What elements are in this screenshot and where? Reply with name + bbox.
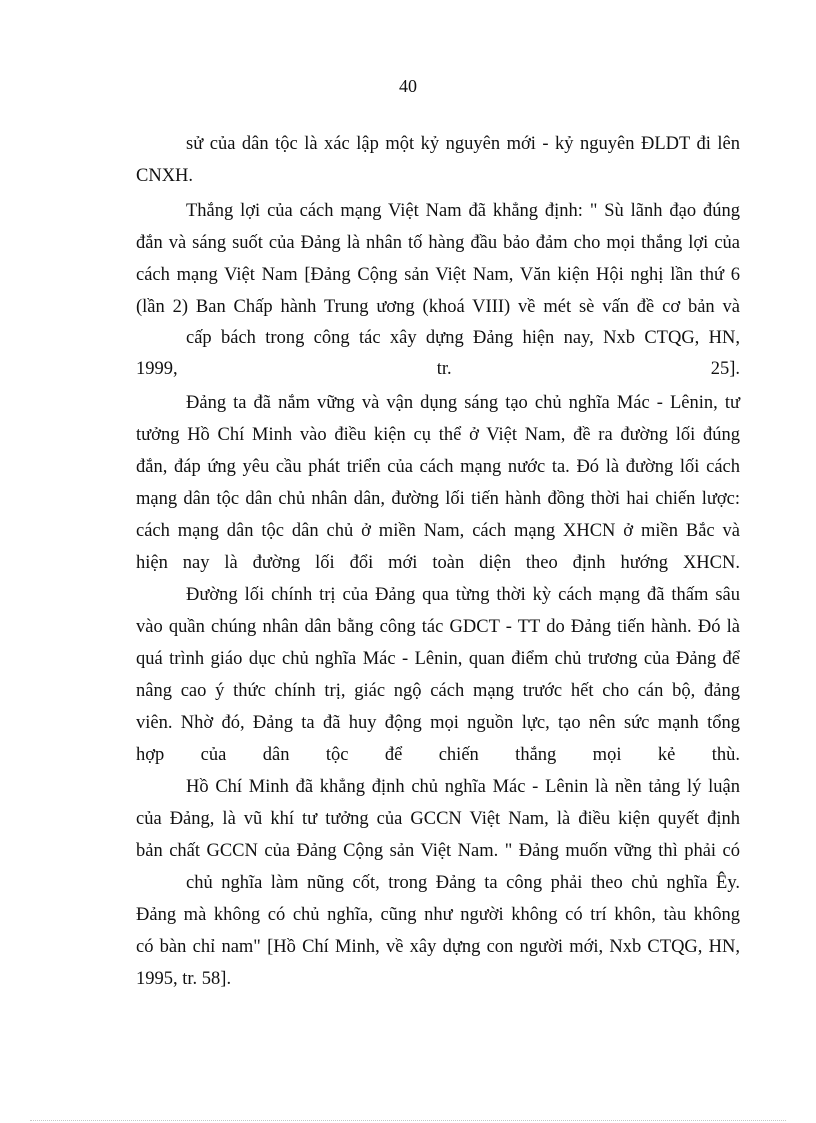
text-line: hợp của dân tộc để chiến thắng mọi kẻ thù. (136, 745, 740, 765)
text-line: Đảng ta đã nắm vững và vận dụng sáng tạo chủ nghĩa Mác - Lênin, tư (186, 393, 740, 413)
text-line: CNXH. (136, 166, 194, 186)
text-line: vào quần chúng nhân dân bằng công tác GDCT - TT do Đảng tiến hành. Đó là (136, 617, 740, 637)
text-line: cách mạng Việt Nam [Đảng Cộng sản Việt Nam, Văn kiện Hội nghị lần thứ 6 (136, 265, 740, 285)
text-line: tưởng Hồ Chí Minh vào điều kiện cụ thể ở Việt Nam, đề ra đường lối đúng (136, 425, 740, 445)
page-bottom-divider (30, 1120, 786, 1121)
text-line: hiện nay là đường lối đổi mới toàn diện theo định hướng XHCN. (136, 553, 740, 573)
text-line: sử của dân tộc là xác lập một kỷ nguyên mới - kỷ nguyên ĐLDT đi lên (186, 134, 740, 154)
text-line: Thắng lợi của cách mạng Việt Nam đã khẳng định: " Sù lãnh đạo đúng (186, 201, 740, 221)
text-line: viên. Nhờ đó, Đảng ta đã huy động mọi nguồn lực, tạo nên sức mạnh tổng (136, 713, 740, 733)
text-line: của Đảng, là vũ khí tư tưởng của GCCN Việt Nam, là điều kiện quyết định (136, 809, 740, 829)
text-line: nâng cao ý thức chính trị, giác ngộ cách mạng trước hết cho cán bộ, đảng (136, 681, 740, 701)
text-line: cấp bách trong công tác xây dựng Đảng hiện nay, Nxb CTQG, HN, (186, 328, 740, 348)
text-line: quá trình giáo dục chủ nghĩa Mác - Lênin, quan điểm chủ trương của Đảng để (136, 649, 740, 669)
text-line: cách mạng dân tộc dân chủ ở miền Nam, cách mạng XHCN ở miền Bắc và (136, 521, 740, 541)
text-line: Hồ Chí Minh đã khẳng định chủ nghĩa Mác - Lênin là nền tảng lý luận (186, 777, 740, 797)
text-line: Đường lối chính trị của Đảng qua từng thời kỳ cách mạng đã thấm sâu (186, 585, 740, 605)
text-line: mạng dân tộc dân chủ nhân dân, đường lối tiến hành đồng thời hai chiến lược: (136, 489, 740, 509)
text-line: (lần 2) Ban Chấp hành Trung ương (khoá VIII) về mét sè vấn đề cơ bản và (136, 297, 740, 317)
text-line: chủ nghĩa làm nũng cốt, trong Đảng ta công phải theo chủ nghĩa Êy. (186, 873, 740, 893)
text-line: đắn, đáp ứng yêu cầu phát triển của cách mạng nước ta. Đó là đường lối cách (136, 457, 740, 477)
text-line: Đảng mà không có chủ nghĩa, cũng như người không có trí khôn, tàu không (136, 905, 740, 925)
text-line: bản chất GCCN của Đảng Cộng sản Việt Nam. " Đảng muốn vững thì phải có (136, 841, 740, 861)
text-line: đắn và sáng suốt của Đảng là nhân tố hàng đầu bảo đảm cho mọi thắng lợi của (136, 233, 740, 253)
text-line: 1999, tr. 25]. (136, 359, 740, 379)
text-line: có bàn chỉ nam" [Hồ Chí Minh, về xây dựng con người mới, Nxb CTQG, HN, (136, 937, 740, 957)
page-number: 40 (399, 76, 417, 96)
text-line: 1995, tr. 58]. (136, 969, 232, 989)
